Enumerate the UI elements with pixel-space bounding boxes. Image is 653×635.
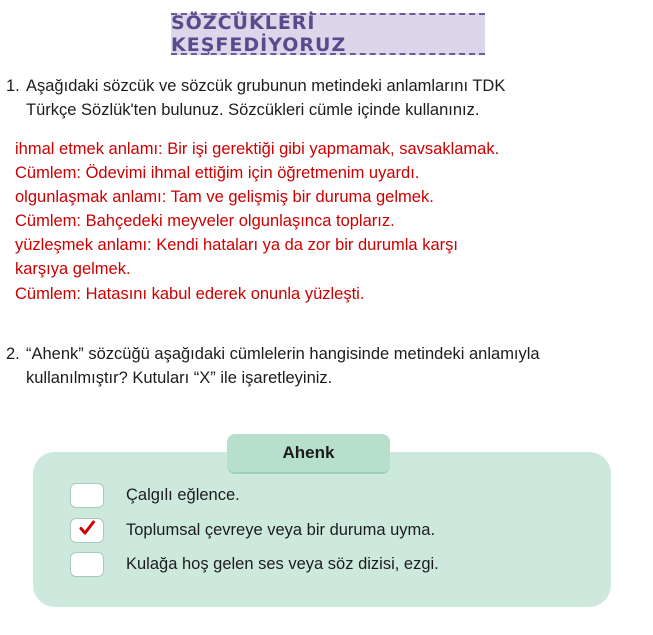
option-label: Kulağa hoş gelen ses veya söz dizisi, ezgi. — [126, 555, 439, 573]
answer-line: Cümlem: Hatasını kabul ederek onunla yüzleşti. — [15, 284, 365, 303]
panel-heading-tab — [227, 434, 390, 474]
option-label: Toplumsal çevreye veya bir duruma uyma. — [126, 521, 436, 539]
option-checkbox[interactable] — [70, 518, 104, 543]
question-2-number: 2. — [6, 345, 20, 363]
question-2-line-2: kullanılmıştır? Kutuları “X” ile işaretleyiniz. — [26, 369, 333, 387]
option-row — [70, 518, 435, 543]
question-1-line-2: Türkçe Sözlük'ten bulunuz. Sözcükleri cümle içinde kullanınız. — [26, 101, 480, 119]
answer-line: ihmal etmek anlamı: Bir işi gerektiği gibi yapmamak, savsaklamak. — [15, 140, 500, 158]
answer-line: olgunlaşmak anlamı: Tam ve gelişmiş bir duruma gelmek. — [15, 188, 434, 207]
section-title: SÖZCÜKLERİ KEŞFEDİYORUZ — [171, 12, 347, 56]
answer-block — [15, 137, 645, 306]
question-2-line-1: “Ahenk” sözcüğü aşağıdaki cümlelerin hangisinde metindeki anlamıyla — [26, 345, 540, 363]
option-row — [70, 483, 240, 508]
answer-line: Cümlem: Ödevimi ihmal ettiğim için öğretmenim uyardı. — [15, 164, 420, 183]
option-row — [70, 552, 439, 577]
answer-line: Cümlem: Bahçedeki meyveler olgunlaşınca toplarız. — [15, 212, 395, 231]
answer-line: karşıya gelmek. — [15, 260, 131, 279]
option-checkbox[interactable] — [70, 552, 104, 577]
check-mark-icon — [78, 519, 96, 542]
panel-heading: Ahenk — [282, 443, 335, 462]
answer-line: yüzleşmek anlamı: Kendi hataları ya da zor bir durumla karşı — [15, 236, 458, 255]
option-checkbox[interactable] — [70, 483, 104, 508]
section-title-banner — [171, 13, 485, 55]
question-1 — [6, 74, 646, 122]
question-1-number: 1. — [6, 77, 20, 95]
option-label: Çalgılı eğlence. — [126, 486, 240, 504]
question-1-line-1: Aşağıdaki sözcük ve sözcük grubunun metindeki anlamlarını TDK — [26, 77, 506, 95]
question-2 — [6, 342, 646, 390]
